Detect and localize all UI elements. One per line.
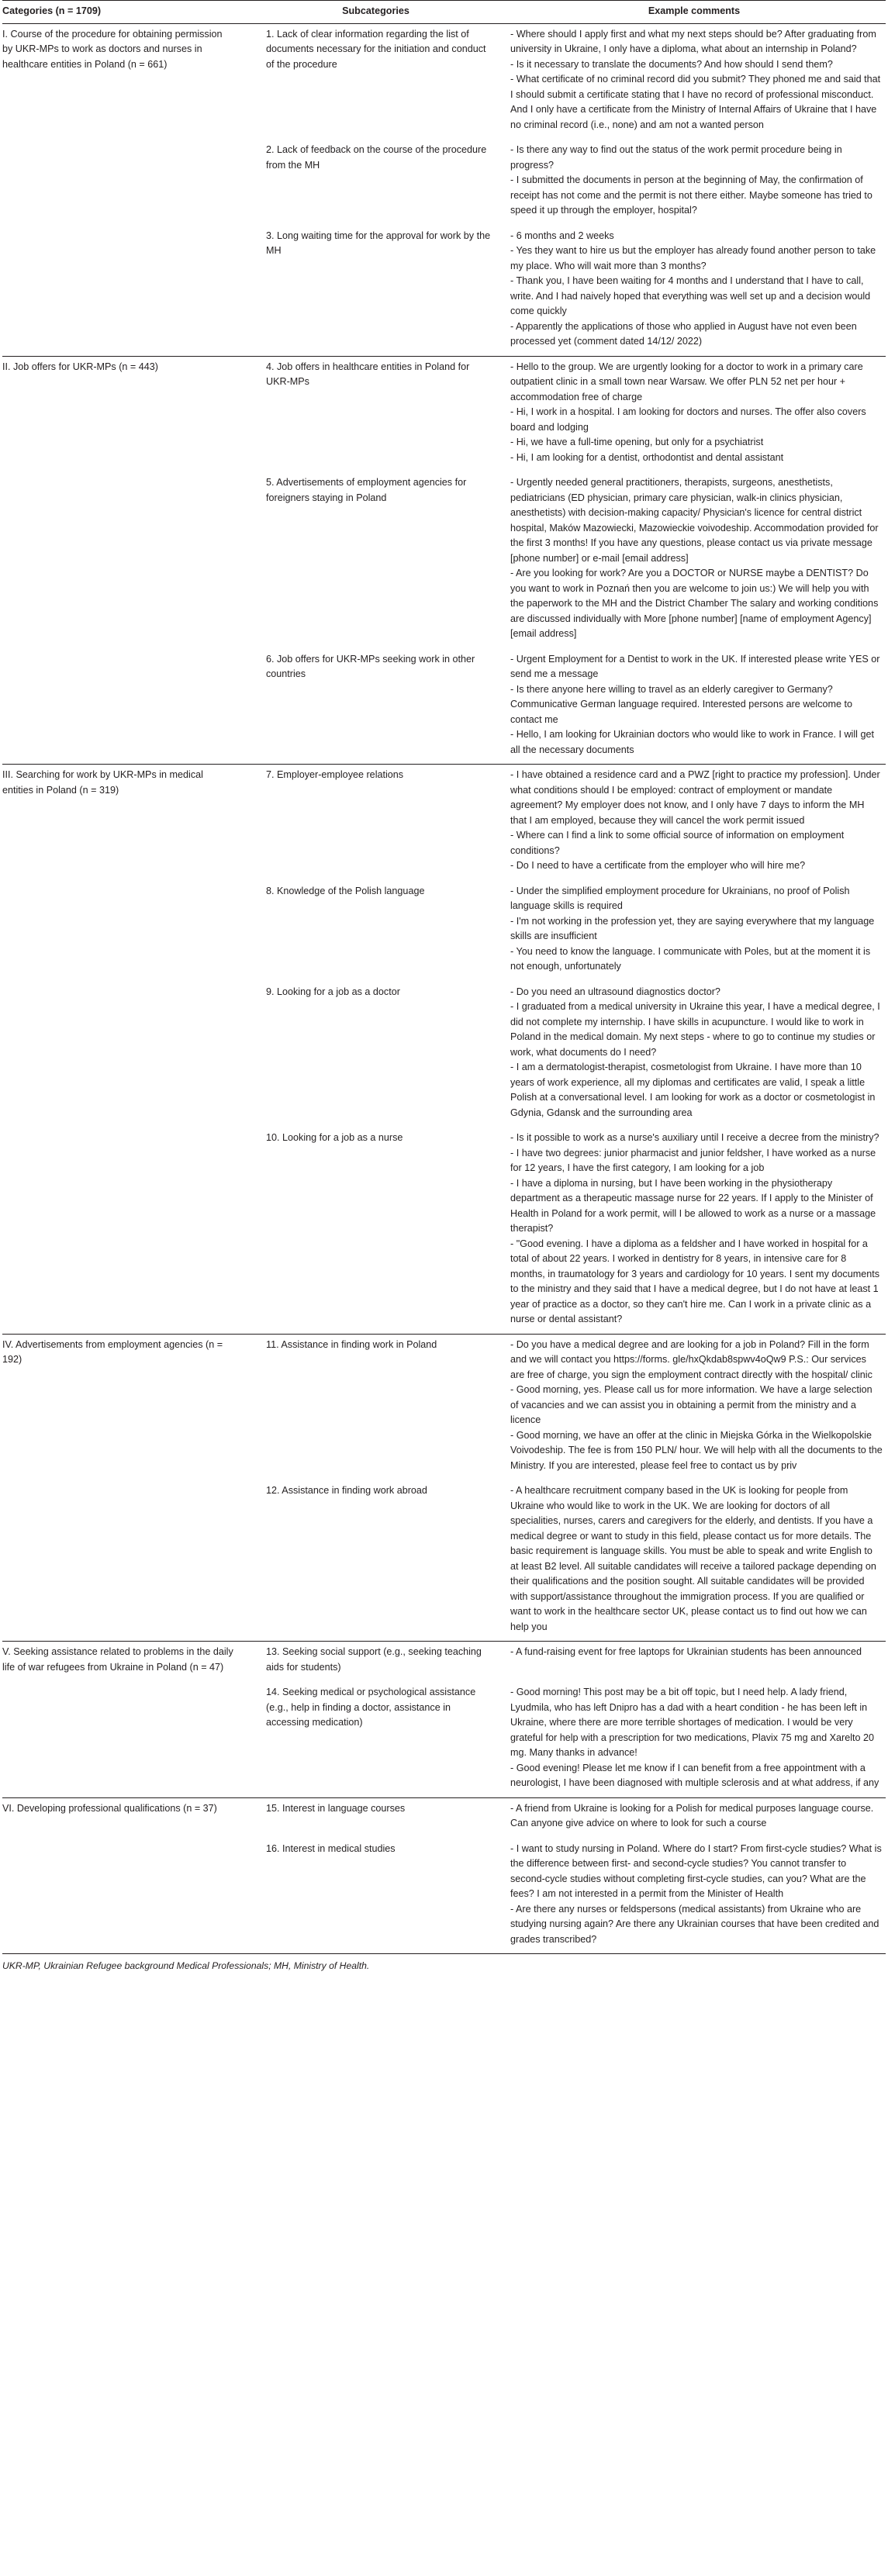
example-comment: - A healthcare recruitment company based in the UK is looking for people from Ukraine who would like to work in the UK. We are looking for doctors of all specialities, nurses, carers and caregivers for the elderly, and dentists. If you have a medical degree or want to study in this field, please contact us for more details. The basic requirement is language skills. You must be able to speak and write English to at least B2 level. All suitable candidates will receive a tailored package depending on their qualifications and the position sought. All suitable candidates will be provided with support/assistance throughout the immigration process. If you are qualified or want to work in the healthcare sector UK, please contact us to find out how we can help you: [510, 1485, 876, 1632]
table-row: [2, 1121, 886, 1334]
table-header-row: [2, 1, 886, 24]
table-row: [2, 23, 886, 133]
category-cell: [2, 1675, 249, 1797]
example-comments-cell: [503, 356, 886, 465]
example-comments-cell: [503, 219, 886, 357]
table-row: [2, 1675, 886, 1797]
example-comment: - I have a diploma in nursing, but I have been working in the physiotherapy department as a therapeutic massage nurse for 22 years. If I apply to the Minister of Health in Poland for a work permit, will I be allowed to work as a nurse or a massage therapist?: [510, 1177, 876, 1234]
subcategory-cell: 5. Advertisements of employment agencies for foreigners staying in Poland: [266, 477, 467, 503]
table-row: [2, 642, 886, 765]
example-comments-cell: [503, 1473, 886, 1642]
example-comments-cell: [503, 1121, 886, 1334]
example-comments-cell: [503, 765, 886, 874]
category-cell: [2, 874, 249, 975]
example-comments-cell: [503, 1642, 886, 1676]
example-comment: - 6 months and 2 weeks: [510, 230, 614, 241]
example-comment: - Do I need to have a certificate from the employer who will hire me?: [510, 860, 806, 871]
example-comments-cell: [503, 1832, 886, 1954]
category-cell: [2, 133, 249, 219]
example-comments-cell: [503, 874, 886, 975]
table-row: [2, 219, 886, 357]
example-comment: - I graduated from a medical university in Ukraine this year, I have a medical degree, I did not complete my internship. I have skills in acupuncture. I would like to work in Poland in the medical domain. My next steps - where to go to continue my studies or work, what documents do I need?: [510, 1001, 880, 1058]
subcategory-cell: 11. Assistance in finding work in Poland: [266, 1338, 437, 1350]
example-comment: - I submitted the documents in person at the beginning of May, the confirmation of receipt has not come and the permit is not there either. Maybe someone has tried to speed it up through the employer, hospital?: [510, 174, 872, 216]
example-comment: - Hi, I am looking for a dentist, orthodontist and dental assistant: [510, 451, 784, 463]
subcategory-cell: 3. Long waiting time for the approval for work by the MH: [249, 219, 503, 357]
category-cell: [2, 642, 249, 765]
example-comment: - Is there anyone here willing to travel as an elderly caregiver to Germany? Communicative German language required. Interested persons are welcome to contact me: [510, 683, 853, 725]
example-comment: - Are there any nurses or feldspersons (medical assistants) from Ukraine who are studying nursing again? Are there any Ukrainian courses that have been credited and grades transcribed?: [510, 1903, 879, 1945]
category-cell: III. Searching for work by UKR-MPs in medical entities in Poland (n = 319): [2, 769, 203, 796]
example-comment: - Where can I find a link to some official source of information on employment conditions?: [510, 830, 845, 856]
example-comments-cell: [503, 642, 886, 765]
header-example-comments: Example comments: [503, 1, 886, 24]
table-row: [2, 1642, 886, 1676]
example-comment: - Are you looking for work? Are you a DOCTOR or NURSE maybe a DENTIST? Do you want to work in Poznań then you are welcome to join us:) We will help you with the paperwork to the MH and the District Chamber The salary and working conditions are discussed individually with More [phone number] [name of employment Agency] [email address]: [510, 568, 879, 639]
example-comment: - Good morning, we have an offer at the clinic in Miejska Górka in the Wielkopolskie Voivodeship. The fee is from 150 PLN/ hour. We will help with all the documents to the Ministry. If you are interested, please feel free to contact us by priv: [510, 1429, 883, 1471]
table-row: [2, 765, 886, 874]
subcategory-cell: 7. Employer-employee relations: [266, 769, 404, 780]
table-row: [2, 1832, 886, 1954]
table-row: [2, 1473, 886, 1642]
category-cell: [2, 1832, 249, 1954]
example-comments-cell: [503, 975, 886, 1121]
example-comment: - Do you have a medical degree and are looking for a job in Poland? Fill in the form and we will contact you https://forms. gle/hxQkdab8spwv4oQw9 P.S.: Our services are free of charge, you sign the employment contract directly with the hospital/ clinic: [510, 1338, 872, 1380]
example-comment: - Is there any way to find out the status of the work permit procedure being in progress?: [510, 144, 842, 171]
example-comment: - I have two degrees: junior pharmacist and junior feldsher, I have worked as a nurse for 12 years, I have the first category, I am looking for a job: [510, 1147, 876, 1173]
category-cell: [2, 219, 249, 357]
example-comments-cell: [503, 23, 886, 133]
subcategory-cell: 14. Seeking medical or psychological assistance (e.g., help in finding a doctor, assistance in accessing medication): [249, 1675, 503, 1797]
category-cell: [2, 465, 249, 642]
table-row: [2, 465, 886, 642]
example-comment: - You need to know the language. I communicate with Poles, but at the moment it is not enough, unfortunately: [510, 945, 871, 972]
category-cell: [2, 975, 249, 1121]
subcategory-cell: 16. Interest in medical studies: [249, 1832, 503, 1954]
example-comment: - Under the simplified employment procedure for Ukrainians, no proof of Polish language skills is required: [510, 885, 850, 911]
header-categories: Categories (n = 1709): [2, 1, 249, 24]
table-row: [2, 874, 886, 975]
example-comment: - Good morning, yes. Please call us for more information. We have a large selection of vacancies and we can assist you in obtaining a permit from the ministry and a licence: [510, 1384, 872, 1425]
example-comment: - What certificate of no criminal record did you submit? They phoned me and said that I should submit a certificate stating that I have no record of professional misconduct. And I only have a certificate from the Ministry of Internal Affairs of Ukraine that I have no criminal record (i.e., none) and am not a wanted person: [510, 74, 881, 130]
example-comment: - I am a dermatologist-therapist, cosmetologist from Ukraine. I have more than 10 years of work experience, all my diplomas and certificates are valid, I speak a little Polish at a conversational level. I am looking for work as a doctor or cosmetologist in Gdynia, Gdansk and the surrounding area: [510, 1062, 876, 1118]
example-comment: - Hi, we have a full-time opening, but only for a psychiatrist: [510, 437, 764, 447]
table-footnote: UKR-MP, Ukrainian Refugee background Medical Professionals; MH, Ministry of Health.: [2, 1960, 370, 1971]
example-comment: - I'm not working in the profession yet, they are saying everywhere that my language skills are insufficient: [510, 915, 875, 941]
example-comments-cell: [503, 1797, 886, 1832]
example-comment: - I have obtained a residence card and a PWZ [right to practice my profession]. Under what conditions should I be employed: contract of employment or mandate agreement? My employer does not know, and I only have 7 days to inform the MH that I am employed, because they will cancel the work permit issued: [510, 769, 880, 826]
category-cell: II. Job offers for UKR-MPs (n = 443): [2, 361, 158, 372]
subcategory-cell: 10. Looking for a job as a nurse: [249, 1121, 503, 1334]
example-comment: - Hi, I work in a hospital. I am looking for doctors and nurses. The offer also covers board and lodging: [510, 406, 866, 433]
example-comment: - Where should I apply first and what my next steps should be? After graduating from university in Ukraine, I only have a diploma, what about an internship in Poland?: [510, 28, 876, 54]
example-comment: - Urgent Employment for a Dentist to work in the UK. If interested please write YES or send me a message: [510, 653, 880, 679]
table-row: [2, 1334, 886, 1473]
example-comment: - Is it necessary to translate the documents? And how should I send them?: [510, 58, 833, 70]
header-subcategories: Subcategories: [249, 1, 503, 24]
example-comment: - A friend from Ukraine is looking for a Polish for medical purposes language course. Can anyone give advice on where to look for such a course: [510, 1802, 874, 1828]
subcategory-cell: 9. Looking for a job as a doctor: [266, 986, 400, 997]
example-comment: - Yes they want to hire us but the employer has already found another person to take my place. Who will wait more than 3 months?: [510, 245, 876, 271]
table-row: [2, 975, 886, 1121]
example-comments-cell: [503, 1334, 886, 1473]
example-comment: - Thank you, I have been waiting for 4 months and I understand that I have to call, write. And I had naively hoped that everything was well set up and a decision would come quickly: [510, 275, 871, 316]
example-comment: - "Good evening. I have a diploma as a feldsher and I have worked in hospital for a total of about 22 years. I worked in dentistry for 8 years, in intensive care for 8 months, in traumatology for 3 years and cardiology for 10 years. I sent my documents to the ministry and they said that I have a medical degree, but I do not have at least 1 year of practice as a doctor, so they can't hire me. Can I work in a private clinic as a nurse or dental assistant?: [510, 1238, 879, 1324]
example-comments-cell: [503, 133, 886, 219]
subcategory-cell: 13. Seeking social support (e.g., seeking teaching aids for students): [266, 1646, 482, 1673]
example-comments-cell: [503, 1675, 886, 1797]
subcategory-cell: 8. Knowledge of the Polish language: [266, 885, 425, 896]
table-row: [2, 356, 886, 465]
subcategory-cell: 6. Job offers for UKR-MPs seeking work in other countries: [249, 642, 503, 765]
example-comment: - Apparently the applications of those who applied in August have not even been processed yet (comment dated 14/12/ 2022): [510, 320, 857, 347]
example-comments-cell: [503, 465, 886, 642]
subcategory-cell: 12. Assistance in finding work abroad: [249, 1473, 503, 1642]
example-comment: - Do you need an ultrasound diagnostics doctor?: [510, 986, 720, 997]
category-cell: [2, 1121, 249, 1334]
example-comment: - Good morning! This post may be a bit off topic, but I need help. A lady friend, Lyudmila, who has left Dnipro has a dad with a heart condition - he has been left in Ukraine, where there are more terrible shortages of medication. I would be very grateful for help with a prescription for two medications, Plavix 75 mg and Xarelto 20 mg. Many thanks in advance!: [510, 1687, 875, 1758]
example-comment: - Is it possible to work as a nurse's auxiliary until I receive a decree from the ministry?: [510, 1132, 879, 1143]
category-cell: [2, 1473, 249, 1642]
category-cell: IV. Advertisements from employment agencies (n = 192): [2, 1338, 223, 1365]
subcategory-cell: 4. Job offers in healthcare entities in Poland for UKR-MPs: [266, 361, 470, 387]
table-row: [2, 1797, 886, 1832]
table-row: [2, 133, 886, 219]
subcategory-cell: 2. Lack of feedback on the course of the procedure from the MH: [266, 144, 487, 171]
subcategory-cell: 15. Interest in language courses: [266, 1802, 406, 1814]
category-cell: I. Course of the procedure for obtaining permission by UKR-MPs to work as doctors and nurses in healthcare entities in Poland (n = 661): [2, 28, 223, 70]
category-cell: V. Seeking assistance related to problems in the daily life of war refugees from Ukraine in Poland (n = 47): [2, 1646, 233, 1673]
example-comment: - A fund-raising event for free laptops for Ukrainian students has been announced: [510, 1646, 862, 1657]
example-comment: - Hello, I am looking for Ukrainian doctors who would like to work in France. I will get all the necessary documents: [510, 729, 874, 755]
category-cell: VI. Developing professional qualifications (n = 37): [2, 1802, 217, 1814]
categories-table: [2, 0, 886, 1954]
example-comment: - I want to study nursing in Poland. Where do I start? From first-cycle studies? What is the difference between first- and second-cycle studies? You cannot transfer to second-cycle studies without completing first-cycle studies, can you? What are the fees? I am not interested in a permit from the Minister of Health: [510, 1842, 882, 1899]
subcategory-cell: 1. Lack of clear information regarding the list of documents necessary for the initiation and conduct of the procedure: [266, 28, 486, 70]
example-comment: - Good evening! Please let me know if I can benefit from a free appointment with a neurologist, I have been diagnosed with multiple sclerosis and at what address, if any: [510, 1762, 879, 1788]
example-comment: - Hello to the group. We are urgently looking for a doctor to work in a primary care outpatient clinic in a small town near Warsaw. We offer PLN 52 net per hour + accommodation free of charge: [510, 361, 863, 402]
example-comment: - Urgently needed general practitioners, therapists, surgeons, anesthetists, pediatricians (ED physician, primary care physician, walk-in clinics physician, anesthetists) with decision-making capacity/ Physician's licence for central district hospital, Maków Mazowiecki, Mazowieckie voivodeship. Accommodation provided for the first 3 months! If you have any questions, please contact us via private message [phone number] or e-mail [email address]: [510, 477, 879, 564]
table-body: [2, 23, 886, 1954]
